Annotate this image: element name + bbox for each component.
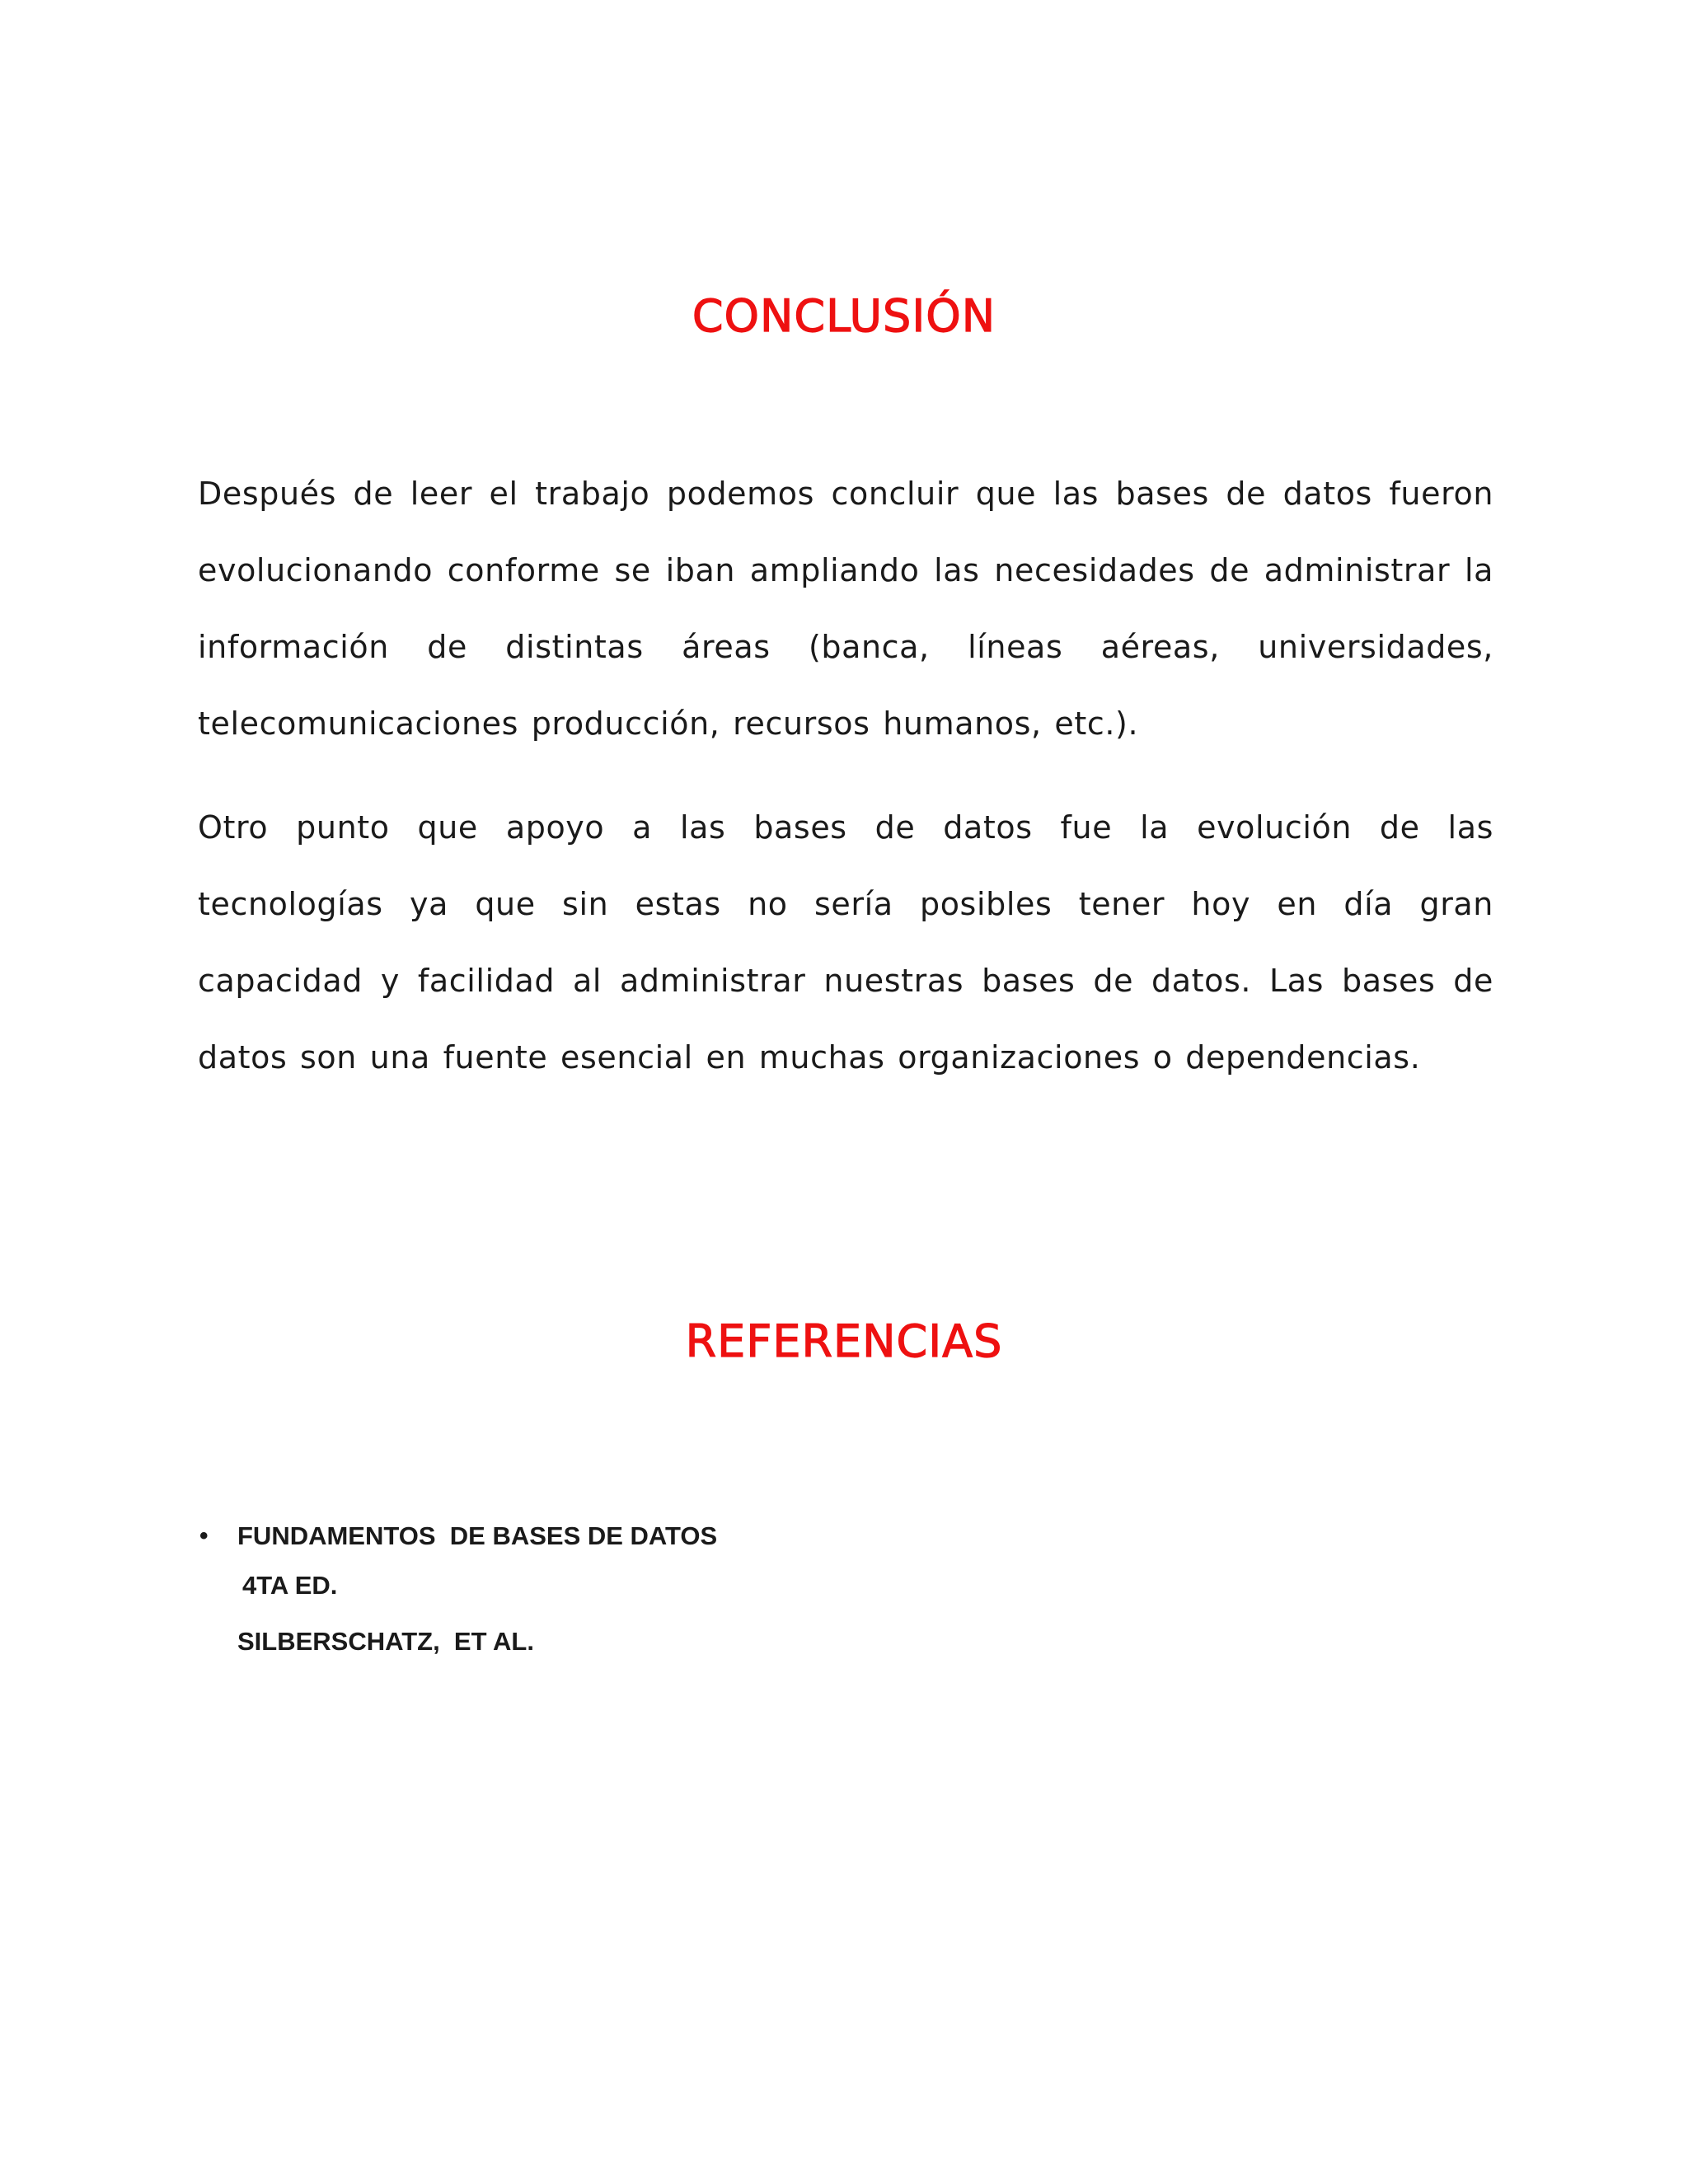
reference-edition: 4TA ED. xyxy=(242,1571,338,1600)
bullet-icon: • xyxy=(199,1522,209,1549)
reference-title: FUNDAMENTOS DE BASES DE DATOS xyxy=(237,1521,718,1550)
references-list xyxy=(198,1515,1187,1670)
conclusion-heading: CONCLUSIÓN xyxy=(692,290,996,342)
conclusion-paragraph-1: Después de leer el trabajo podemos concluir que las bases de datos fueron evolucionando conforme se iban ampliando las necesidades de administrar la información de distintas áreas (banca, líneas aéreas, universidades, telecomunicaciones producción, recursos humanos, etc.). xyxy=(198,476,1493,742)
conclusion-paragraph-2: Otro punto que apoyo a las bases de datos fue la evolución de las tecnologías ya que sin estas no sería posibles tener hoy en día gran capacidad y facilidad al administrar nuestras bases de datos. Las bases de datos son una fuente esencial en muchas organizaciones o dependencias. xyxy=(198,809,1493,1076)
reference-item xyxy=(198,1515,1187,1670)
reference-authors: SILBERSCHATZ, ET AL. xyxy=(237,1627,534,1656)
references-heading: REFERENCIAS xyxy=(685,1315,1003,1367)
